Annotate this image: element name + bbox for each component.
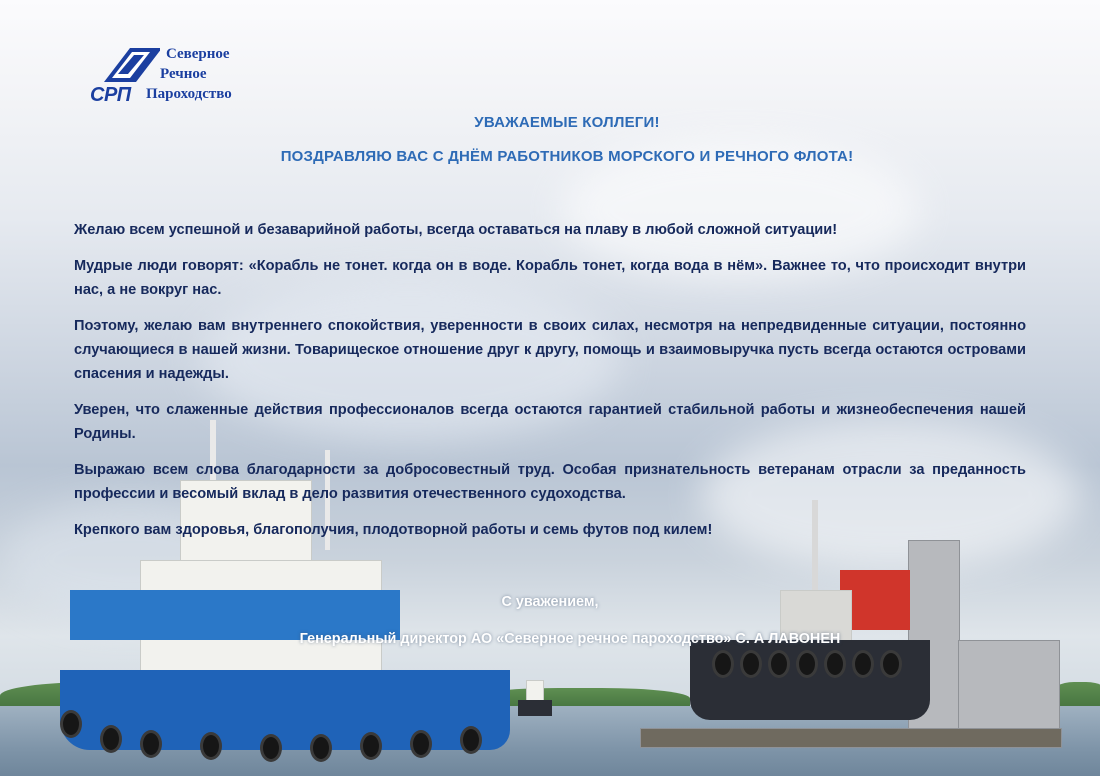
fender (880, 650, 902, 678)
logo-abbreviation: СРП (90, 84, 131, 106)
fender (768, 650, 790, 678)
paragraph: Поэтому, желаю вам внутреннего спокойствия, уверенности в своих силах, несмотря на непредвиденные ситуации, постоянно случающиеся в нашей жизни. Товарищеское отношение друг к другу, помощь и взаимовыручка пусть всегда остаются островами спасения и надежды. (74, 318, 1026, 382)
paragraph: Желаю всем успешной и безаварийной работы, всегда оставаться на плаву в любой сложной ситуации! (74, 222, 838, 238)
dock-base (640, 728, 1062, 748)
fender (60, 710, 82, 738)
boat-hull (518, 700, 552, 716)
fender (410, 730, 432, 758)
fender (824, 650, 846, 678)
fender (852, 650, 874, 678)
salutation-heading: УВАЖАЕМЫЕ КОЛЛЕГИ! (474, 114, 660, 131)
fender (460, 726, 482, 754)
logo-line-3: Пароходство (146, 86, 232, 102)
hull (60, 670, 510, 750)
congratulation-heading: ПОЗДРАВЛЯЮ ВАС С ДНЁМ РАБОТНИКОВ МОРСКОГО И РЕЧНОГО ФЛОТА! (280, 148, 854, 165)
paragraph: Крепкого вам здоровья, благополучия, плодотворной работы и семь футов под килем! (74, 522, 713, 538)
fender (100, 725, 122, 753)
dock-wall (958, 640, 1060, 742)
fender (360, 732, 382, 760)
boat-cabin (526, 680, 544, 702)
fender (310, 734, 332, 762)
fender (712, 650, 734, 678)
paragraph: Мудрые люди говорят: «Корабль не тонет. когда он в воде. Корабль тонет, когда вода в нём». Важнее то, что происходит внутри нас, а не вокруг нас. (74, 258, 1026, 298)
paragraph: Уверен, что слаженные действия профессионалов всегда остаются гарантией стабильной работы и жизнеобеспечения нашей Родины. (74, 402, 1026, 442)
signature-greeting: С уважением, (501, 594, 599, 610)
paragraph: Выражаю всем слова благодарности за добросовестный труд. Особая признательность ветеранам отрасли за преданность профессии и весомый вклад в дело развития отечественного судоходства. (74, 462, 1026, 502)
signature-position: Генеральный директор АО «Северное речное пароходство» С. А ЛАВОНЕН (299, 631, 841, 647)
company-logo (90, 44, 265, 110)
logo-line-2: Речное (160, 66, 207, 82)
fender (740, 650, 762, 678)
distant-boat (518, 680, 552, 720)
fender (260, 734, 282, 762)
logo-line-1: Северное (166, 46, 230, 62)
letter-body (74, 218, 1026, 554)
fender (796, 650, 818, 678)
fender (140, 730, 162, 758)
fender (200, 732, 222, 760)
